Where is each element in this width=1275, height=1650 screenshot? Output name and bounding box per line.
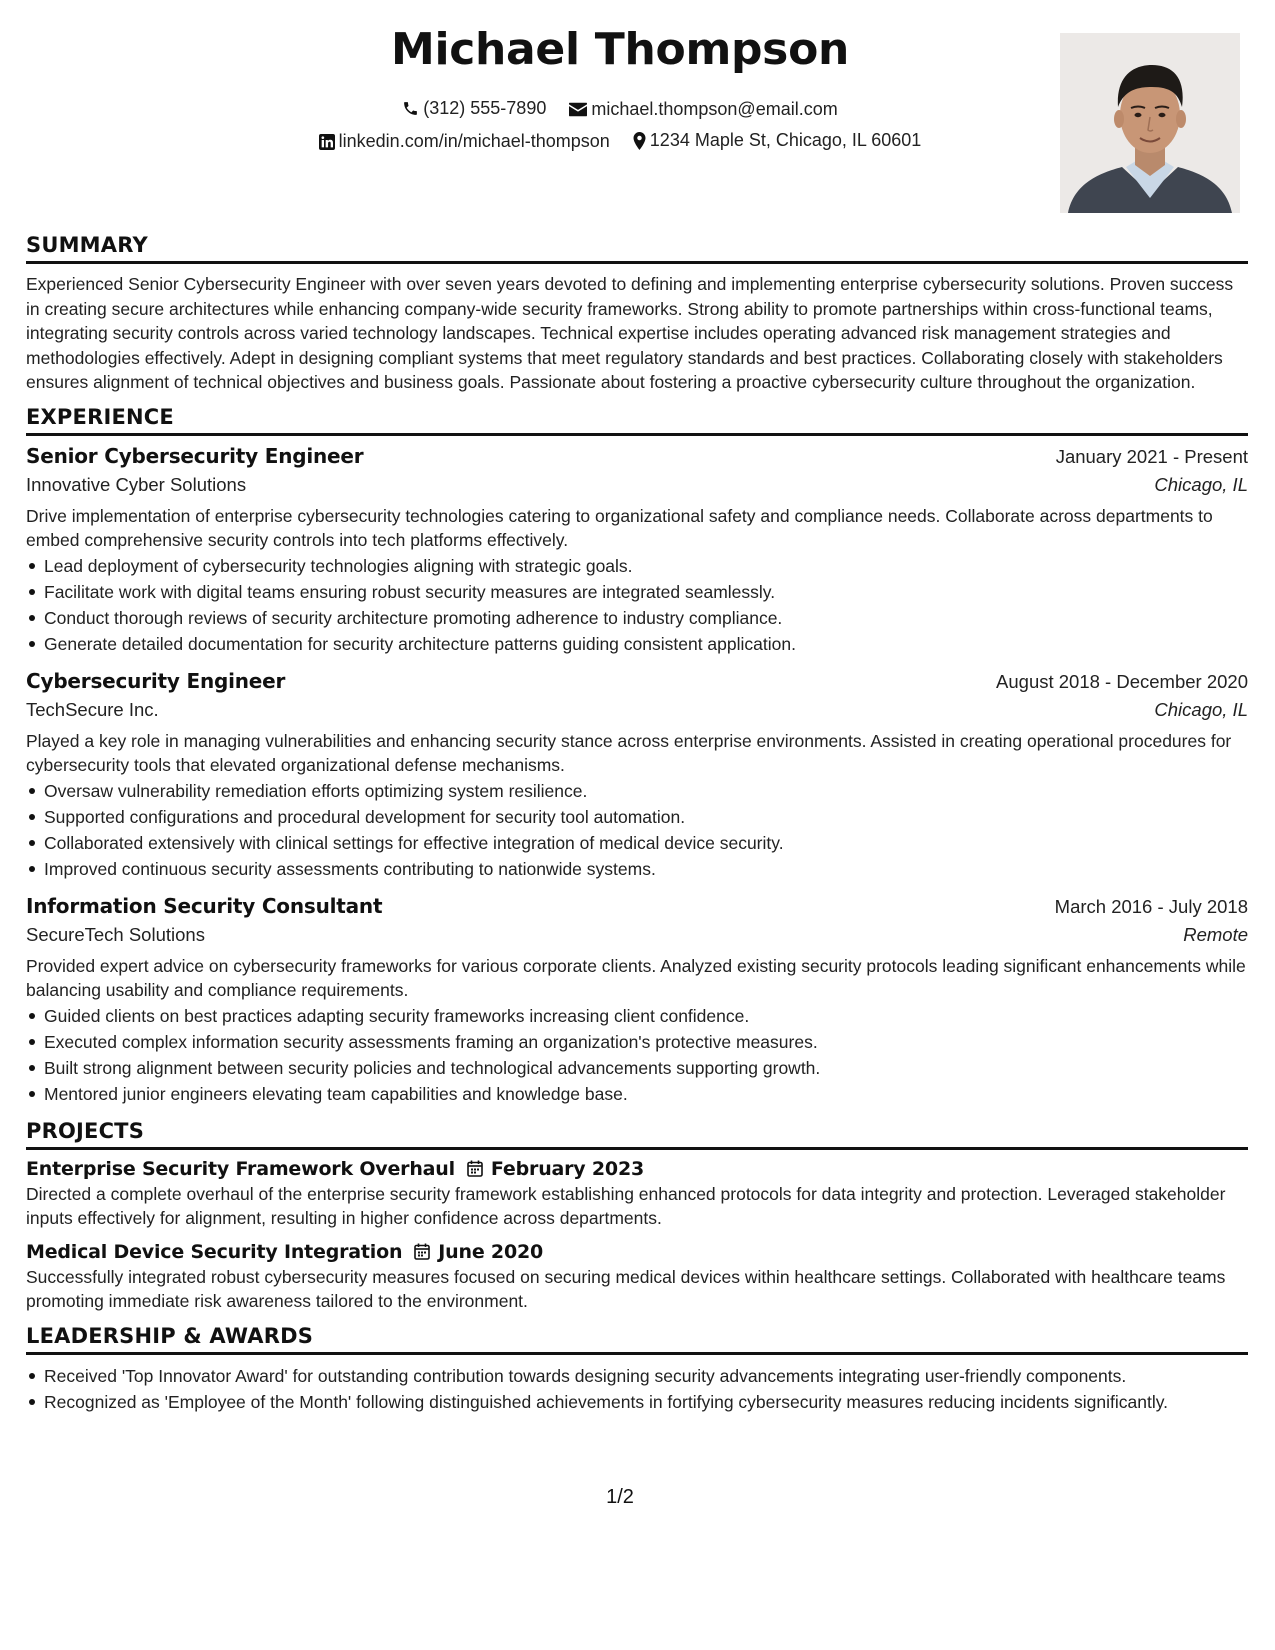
- job-location: Chicago, IL: [1154, 473, 1248, 495]
- job-title: Information Security Consultant: [26, 893, 383, 918]
- job-location: Remote: [1183, 923, 1248, 945]
- contact-address: [633, 130, 922, 151]
- leadership-heading: LEADERSHIP & AWARDS: [26, 1324, 1248, 1355]
- job-bullet: Collaborated extensively with clinical settings for effective integration of medical device security.: [44, 830, 1248, 856]
- experience-heading: EXPERIENCE: [26, 405, 1248, 436]
- job-entry: [26, 444, 1248, 657]
- job-company: SecureTech Solutions: [26, 923, 205, 945]
- job-entry: [26, 669, 1248, 882]
- job-entry: [26, 894, 1248, 1107]
- award-item: Received 'Top Innovator Award' for outstanding contribution towards designing security advancements integrating user-friendly components.: [44, 1363, 1248, 1389]
- calendar-icon: [414, 1243, 430, 1260]
- leadership-section: [26, 1324, 1248, 1415]
- projects-heading: PROJECTS: [26, 1119, 1248, 1150]
- contact-row-2: [26, 130, 1214, 155]
- experience-section: [26, 405, 1248, 1107]
- project-description: Directed a complete overhaul of the enterprise security framework establishing enhanced protocols for data integrity and protection. Leveraged stakeholder inputs effectively for alignment, resulting in higher confidence across departments.: [26, 1183, 1226, 1228]
- summary-text: Experienced Senior Cybersecurity Engineer with over seven years devoted to defining and implementing enterprise cybersecurity solutions. Proven success in creating secure architectures while enhancing company-wide security frameworks. Strong ability to promote partnerships within cross-functional teams, integrating security controls across varied technology landscapes. Technical expertise includes operating advanced risk management strategies and methodologies effectively. Adept in designing compliant systems that meet regulatory standards and best practices. Collaborating closely with stakeholders ensures alignment of technical objectives and business goals. Passionate about fostering a proactive cybersecurity culture throughout the organization.: [26, 274, 1234, 392]
- job-bullet: Lead deployment of cybersecurity technologies aligning with strategic goals.: [44, 553, 1248, 579]
- job-bullet: Generate detailed documentation for security architecture patterns guiding consistent application.: [44, 631, 1248, 657]
- job-bullets: [26, 1003, 1248, 1107]
- job-bullet: Executed complex information security assessments framing an organization's protective measures.: [44, 1029, 1248, 1055]
- resume-header: [26, 20, 1248, 225]
- award-item: Recognized as 'Employee of the Month' following distinguished achievements in fortifying cybersecurity measures reducing incidents significantly.: [44, 1389, 1248, 1415]
- profile-photo: [1060, 33, 1240, 213]
- job-bullet: Oversaw vulnerability remediation efforts optimizing system resilience.: [44, 778, 1248, 804]
- job-bullet: Mentored junior engineers elevating team capabilities and knowledge base.: [44, 1081, 1248, 1107]
- job-description: Drive implementation of enterprise cybersecurity technologies catering to organizational safety and compliance needs. Collaborate across departments to embed comprehensive security controls into tech platforms effectively.: [26, 505, 1213, 550]
- contact-row-1: [26, 98, 1214, 122]
- project-name: Medical Device Security Integration: [26, 1240, 403, 1263]
- candidate-name: Michael Thompson: [390, 24, 850, 75]
- job-company: Innovative Cyber Solutions: [26, 473, 247, 495]
- projects-section: [26, 1119, 1248, 1314]
- job-location: Chicago, IL: [1154, 698, 1248, 720]
- project-description: Successfully integrated robust cybersecurity measures focused on securing medical devices within healthcare settings. Collaborated with healthcare teams promoting immediate risk awareness tailored to the environment.: [26, 1266, 1226, 1311]
- contact-email[interactable]: [569, 99, 837, 120]
- map-pin-icon: [633, 132, 646, 150]
- project-name: Enterprise Security Framework Overhaul: [26, 1157, 455, 1180]
- job-bullets: [26, 553, 1248, 657]
- job-description: Provided expert advice on cybersecurity frameworks for various corporate clients. Analyzed existing security protocols leading significant enhancements while balancing usability and compliance requirements.: [26, 955, 1246, 1000]
- phone-text: (312) 555-7890: [423, 98, 547, 118]
- email-text[interactable]: michael.thompson@email.com: [591, 99, 838, 119]
- job-dates: March 2016 - July 2018: [1054, 895, 1248, 917]
- job-bullet: Guided clients on best practices adapting security frameworks increasing client confidence.: [44, 1003, 1248, 1029]
- job-company: TechSecure Inc.: [26, 698, 159, 720]
- job-bullet: Facilitate work with digital teams ensuring robust security measures are integrated seamlessly.: [44, 579, 1248, 605]
- project-entry: [26, 1158, 1248, 1231]
- job-bullet: Conduct thorough reviews of security architecture promoting adherence to industry compliance.: [44, 605, 1248, 631]
- job-title: Cybersecurity Engineer: [26, 668, 286, 693]
- project-date: February 2023: [490, 1157, 644, 1180]
- job-bullet: Supported configurations and procedural development for security tool automation.: [44, 804, 1248, 830]
- job-bullet: Improved continuous security assessments contributing to nationwide systems.: [44, 856, 1248, 882]
- envelope-icon: [569, 102, 587, 117]
- job-dates: January 2021 - Present: [1055, 445, 1248, 467]
- project-date: June 2020: [438, 1240, 544, 1263]
- job-dates: August 2018 - December 2020: [996, 670, 1248, 692]
- calendar-icon: [467, 1160, 483, 1177]
- address-text: 1234 Maple St, Chicago, IL 60601: [649, 130, 922, 150]
- job-description: Played a key role in managing vulnerabilities and enhancing security stance across enterprise environments. Assisted in creating operational procedures for cybersecurity tools that elevated organizational defense mechanisms.: [26, 730, 1232, 775]
- linkedin-icon: [319, 134, 335, 150]
- job-title: Senior Cybersecurity Engineer: [26, 443, 364, 468]
- job-bullets: [26, 778, 1248, 882]
- summary-heading: SUMMARY: [26, 233, 1248, 264]
- linkedin-text[interactable]: linkedin.com/in/michael-thompson: [338, 131, 610, 151]
- contact-phone: [402, 98, 546, 119]
- summary-section: [26, 233, 1248, 395]
- resume-page: [26, 20, 1248, 1630]
- contact-linkedin[interactable]: [319, 131, 610, 152]
- job-bullet: Built strong alignment between security policies and technological advancements supporting growth.: [44, 1055, 1248, 1081]
- phone-icon: [402, 100, 419, 117]
- page-number: 1/2: [606, 1486, 634, 1508]
- leadership-list: [26, 1363, 1248, 1415]
- project-entry: [26, 1241, 1248, 1314]
